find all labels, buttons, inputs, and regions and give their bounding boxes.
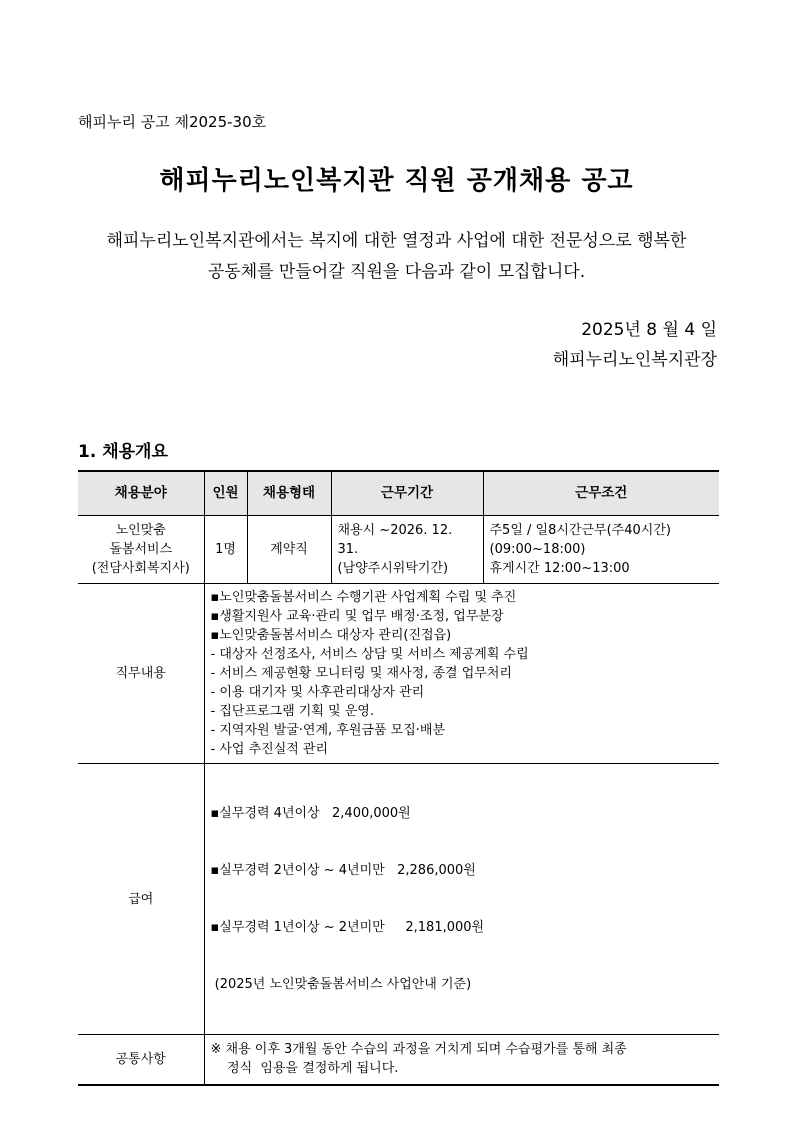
cell-line: (남양주시위탁기간) xyxy=(337,561,449,576)
list-item: ▪실무경력 4년이상 2,400,000원 xyxy=(210,806,411,821)
list-item: ▪실무경력 1년이상 ~ 2년미만 2,181,000원 xyxy=(210,920,485,935)
table-row xyxy=(78,1035,719,1085)
list-item: ▪노인맞춤돌봄서비스 수행기관 사업계획 수립 및 추진 xyxy=(210,590,517,605)
duties-cell xyxy=(204,584,719,764)
table-row xyxy=(78,764,719,1035)
cell-line: 돌봄서비스 xyxy=(109,542,173,557)
recruitment-table xyxy=(78,470,719,1086)
salary-label: 급여 xyxy=(78,764,204,1035)
header-type: 채용형태 xyxy=(247,471,331,516)
organization-name: 해피누리노인복지관장 xyxy=(552,350,717,370)
cell-line: (전담사회복지사) xyxy=(91,561,190,576)
period-cell xyxy=(331,516,483,584)
count-cell: 1명 xyxy=(204,516,247,584)
list-item: - 서비스 제공현황 모니터링 및 재사정, 종결 업무처리 xyxy=(210,666,512,681)
cell-line: 채용시 ~2026. 12. 31. xyxy=(337,523,453,557)
notice-date: 2025년 8 월 4 일 xyxy=(581,320,717,340)
list-item: ▪실무경력 2년이상 ~ 4년미만 2,286,000원 xyxy=(210,863,476,878)
header-count: 인원 xyxy=(204,471,247,516)
cell-line: 노인맞춤 xyxy=(115,523,166,538)
list-item: ※ 채용 이후 3개월 동안 수습의 과정을 거치게 되며 수습평가를 통해 최종 xyxy=(210,1042,627,1058)
list-item: ▪생활지원사 교육·관리 및 업무 배정·조정, 업무분장 xyxy=(210,609,504,624)
list-item: - 이용 대기자 및 사후관리대상자 관리 xyxy=(210,685,425,700)
list-item: - 지역자원 발굴·연계, 후원금품 모집·배분 xyxy=(210,723,446,738)
salary-cell xyxy=(204,764,719,1035)
field-cell xyxy=(78,516,204,584)
list-item: - 사업 추진실적 관리 xyxy=(210,742,329,757)
table-header-row xyxy=(78,471,719,516)
list-item: 정식 임용을 결정하게 됩니다. xyxy=(210,1061,399,1077)
type-cell: 계약직 xyxy=(247,516,331,584)
header-conditions: 근무조건 xyxy=(483,471,719,516)
intro-line: 공동체를 만들어갈 직원을 다음과 같이 모집합니다. xyxy=(207,262,586,282)
page-title: 해피누리노인복지관 직원 공개채용 공고 xyxy=(159,166,634,196)
list-item: - 집단프로그램 기획 및 운영. xyxy=(210,704,374,719)
list-item: (2025년 노인맞춤돌봄서비스 사업안내 기준) xyxy=(210,977,472,992)
list-item: - 대상자 선정조사, 서비스 상담 및 서비스 제공계획 수립 xyxy=(210,647,529,662)
intro-paragraph xyxy=(60,226,733,288)
cell-line: 휴게시간 12:00~13:00 xyxy=(489,561,630,576)
conditions-cell xyxy=(483,516,719,584)
header-period: 근무기간 xyxy=(331,471,483,516)
intro-line: 해피누리노인복지관에서는 복지에 대한 열정과 사업에 대한 전문성으로 행복한 xyxy=(106,231,687,251)
duties-label: 직무내용 xyxy=(78,584,204,764)
table-row xyxy=(78,584,719,764)
section-title: 1. 채용개요 xyxy=(78,442,168,462)
header-field: 채용분야 xyxy=(78,471,204,516)
common-label: 공통사항 xyxy=(78,1035,204,1085)
notice-number: 해피누리 공고 제2025-30호 xyxy=(78,113,267,131)
cell-line: (09:00~18:00) xyxy=(489,542,586,557)
common-cell xyxy=(204,1035,719,1085)
list-item: ▪노인맞춤돌봄서비스 대상자 관리(진접읍) xyxy=(210,628,452,643)
table-row xyxy=(78,516,719,584)
cell-line: 주5일 / 일8시간근무(주40시간) xyxy=(489,523,671,538)
